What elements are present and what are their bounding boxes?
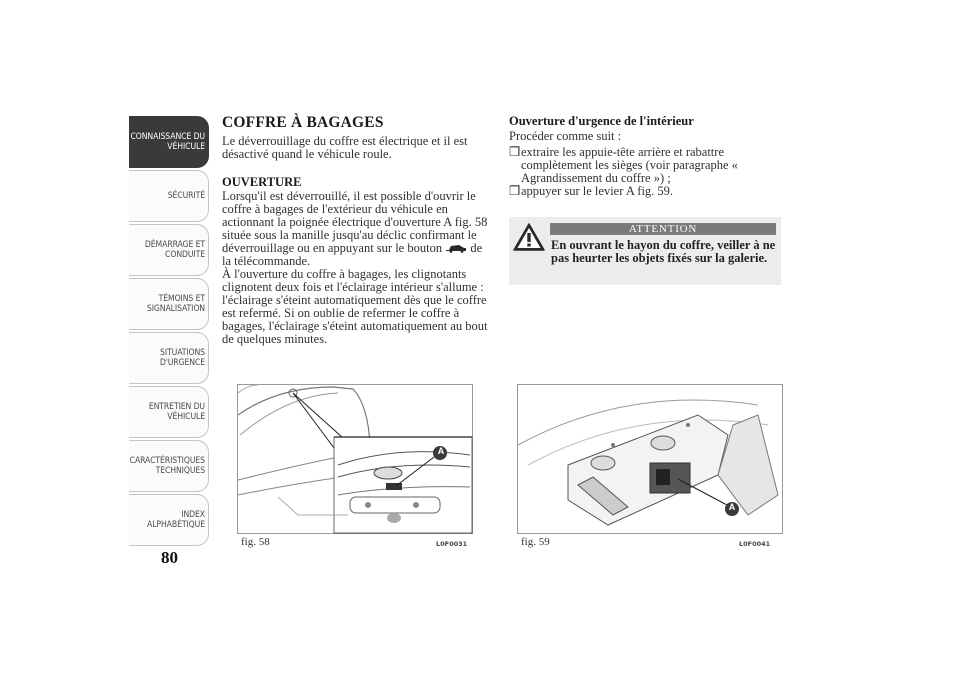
- page-number: 80: [161, 548, 178, 567]
- tab-index-alphabetique[interactable]: INDEX ALPHABÉTIQUE: [129, 494, 209, 546]
- callout-a-label: A: [437, 446, 445, 456]
- bullet-text: extraire les appuie-tête arrière et rabattre complètement les sièges (voir paragraphe « Agrandissement du coffre ») ;: [521, 145, 738, 185]
- button-word: bouton: [407, 240, 443, 255]
- lighting-paragraph: À l'ouverture du coffre à bagages, les clignotants clignotent deux fois et l'éclairage intérieur s'allume : l'éclairage s'éteint automatiquement dès que le coffre est refermé. Si on oublie de refermer le coffre à bagages, l'éclairage s'éteint automatiquement au bout de quelques minutes.: [222, 267, 488, 346]
- tab-caracteristiques-techniques[interactable]: CARACTÉRISTIQUES TECHNIQUES: [129, 440, 209, 492]
- bullet-text: appuyer sur le levier A fig. 59.: [521, 183, 674, 198]
- trunk-remote-icon: [445, 243, 467, 253]
- callout-a-label: A: [728, 502, 736, 512]
- figure-58-caption: fig. 58: [241, 536, 270, 548]
- tab-securite[interactable]: SÉCURITÉ: [129, 170, 209, 222]
- intro-paragraph: Le déverrouillage du coffre est électrique et il est désactivé quand le véhicule roule.: [222, 134, 468, 161]
- bullet-checkbox-icon: ❒: [509, 145, 521, 159]
- opening-text: Lorsqu'il est déverrouillé, il est possible d'ouvrir le coffre à bagages de l'extérieur du véhicule en actionnant la poignée électrique d'ouverture A fig. 58 située sous la manille jusqu'au déclic confirmant le déverrouillage ou en appuyant sur le: [222, 189, 488, 255]
- figure-58-image: [237, 384, 473, 548]
- opening-paragraph: [222, 190, 494, 267]
- bullet-checkbox-icon: ❒: [509, 183, 521, 198]
- tab-situations-d-urgence[interactable]: SITUATIONS D'URGENCE: [129, 332, 209, 384]
- trunk-exterior-illustration: [238, 385, 472, 533]
- figure-59-code: L0F0041: [739, 540, 771, 548]
- list-item: [509, 185, 781, 198]
- warning-box: [509, 217, 781, 285]
- emergency-title: Ouverture d'urgence de l'intérieur: [509, 114, 694, 128]
- figure-59-caption: fig. 59: [521, 536, 550, 548]
- procedure-intro: Procéder comme suit :: [509, 129, 622, 143]
- emergency-lever-illustration: [518, 385, 782, 533]
- tab-entretien-du-vehicule[interactable]: ENTRETIEN DU VÉHICULE: [129, 386, 209, 438]
- tab-demarrage-et-conduite[interactable]: DÉMARRAGE ET CONDUITE: [129, 224, 209, 276]
- tab-temoins-et-signalisation[interactable]: TÉMOINS ET SIGNALISATION: [129, 278, 209, 330]
- figure-59-image: [517, 384, 783, 548]
- bullet-list: [509, 146, 781, 198]
- warning-label: ATTENTION: [550, 223, 776, 235]
- list-item: [509, 146, 781, 185]
- figure-58-code: L0F0031: [436, 540, 468, 548]
- after-icon-text: de la télécommande.: [222, 240, 483, 268]
- tab-connaissance-du-vehicule[interactable]: CONNAISSANCE DU VÉHICULE: [129, 116, 209, 168]
- section-title: COFFRE À BAGAGES: [222, 114, 384, 131]
- warning-message: En ouvrant le hayon du coffre, veiller à ne pas heurter les objets fixés sur la galerie.: [551, 238, 776, 265]
- warning-text: [511, 239, 777, 265]
- subsection-title: OUVERTURE: [222, 175, 302, 189]
